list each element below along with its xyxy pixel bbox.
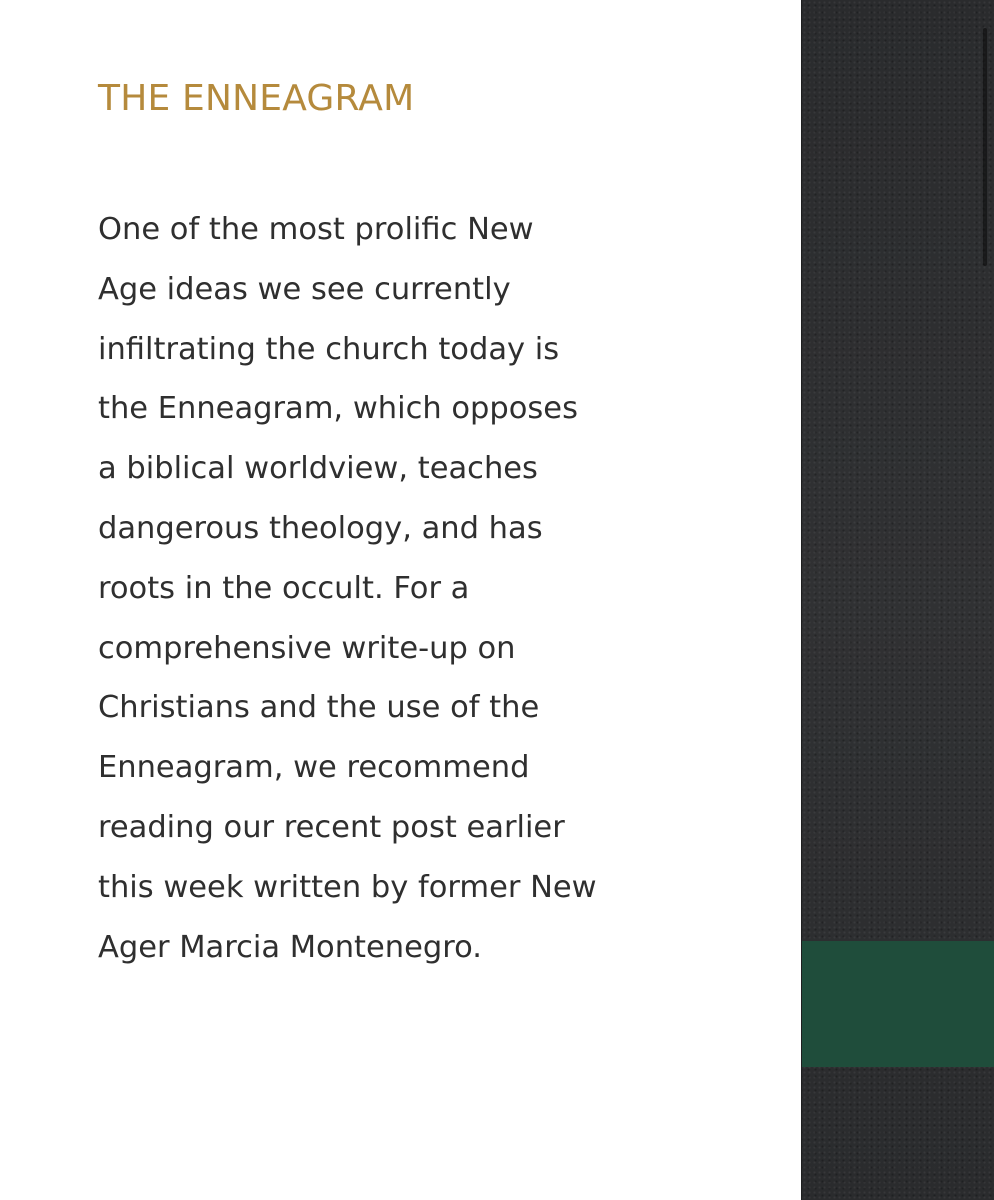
green-accent-block <box>802 941 994 1067</box>
paragraph-line: One of the most prolific New <box>98 212 534 247</box>
paragraph-line: Enneagram, we recommend <box>98 750 530 786</box>
paragraph-line: comprehensive write-up on <box>98 630 516 666</box>
paragraph-line: Ager Marcia Montenegro. <box>98 929 482 965</box>
scrollbar-thumb[interactable] <box>983 28 987 266</box>
paragraph-line: a biblical worldview, teaches <box>98 451 538 487</box>
textured-side-panel <box>801 0 994 1200</box>
paragraph-line: reading our recent post earlier <box>98 809 565 845</box>
article-paragraph <box>98 200 788 977</box>
paragraph-line: Age ideas we see currently <box>98 271 511 307</box>
paragraph-line: infiltrating the church today is <box>98 331 560 367</box>
paragraph-line: dangerous theology, and has <box>98 510 543 546</box>
paragraph-line: Christians and the use of the <box>98 690 540 726</box>
paragraph-line: the Enneagram, which opposes <box>98 391 578 427</box>
paragraph-line: this week written by former New <box>98 869 597 905</box>
paragraph-line: roots in the occult. For a <box>98 570 470 606</box>
section-heading: THE ENNEAGRAM <box>98 78 415 119</box>
